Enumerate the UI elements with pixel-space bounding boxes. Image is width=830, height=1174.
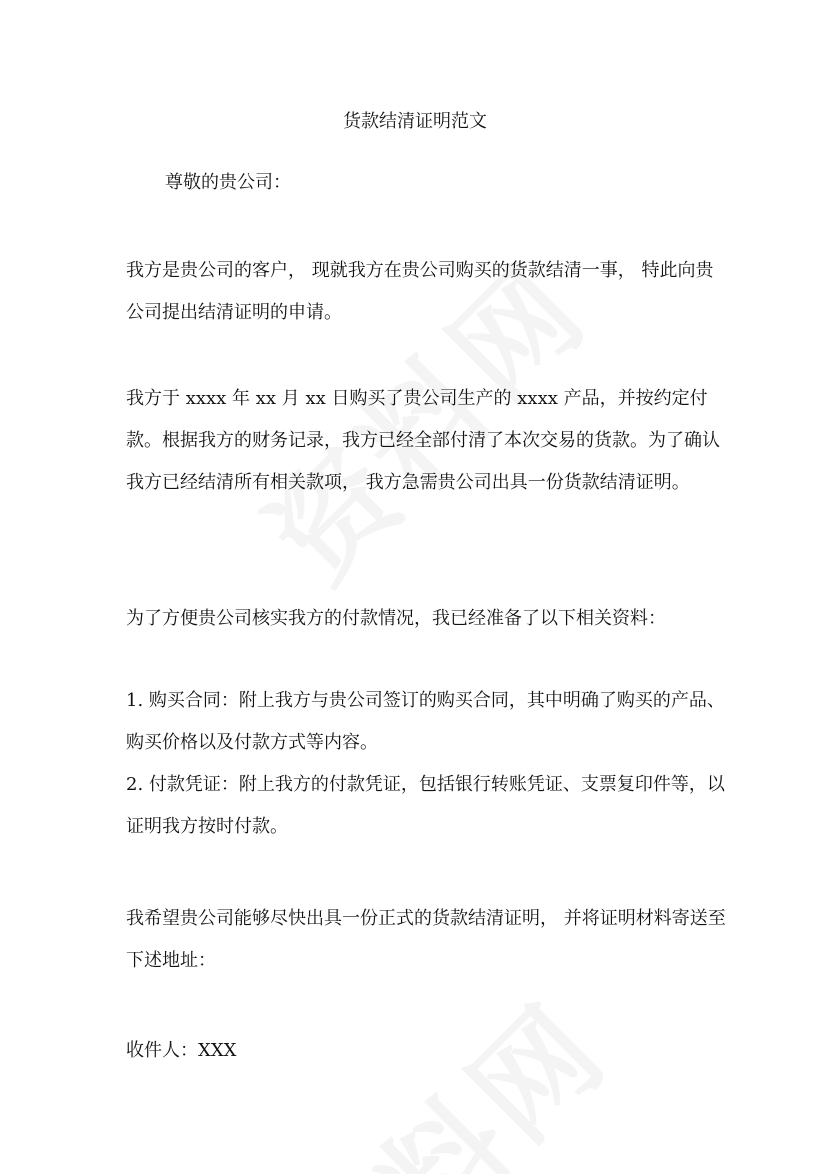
paragraph-payment-details: 我方于 xxxx 年 xx 月 xx 日购买了贵公司生产的 xxxx 产品，并按约定付款。根据我方的财务记录，我方已经全部付清了本次交易的货款。为了确认我方已经结清所有相关款项， 我方急需贵公司出具一份货款结清证明。 [126,388,720,493]
recipient-line: 收件人：XXX [126,1040,237,1061]
paragraph-materials-intro: 为了方便贵公司核实我方的付款情况，我已经准备了以下相关资料： [126,608,666,629]
paragraph-request: 我方是贵公司的客户， 现就我方在贵公司购买的货款结清一事， 特此向贵公司提出结清证明的申请。 [126,260,714,323]
greeting: 尊敬的贵公司： [165,172,291,193]
document-title: 货款结清证明范文 [343,111,487,132]
list-item: 1. 购买合同：附上我方与贵公司签订的购买合同，其中明确了购买的产品、购买价格以及付款方式等内容。 [126,690,725,753]
materials-list [126,680,726,848]
list-item: 2. 付款凭证：附上我方的付款凭证，包括银行转账凭证、支票复印件等，以证明我方按时付款。 [126,774,725,837]
paragraph-mailing-request: 我希望贵公司能够尽快出具一份正式的货款结清证明， 并将证明材料寄送至下述地址： [126,908,726,971]
